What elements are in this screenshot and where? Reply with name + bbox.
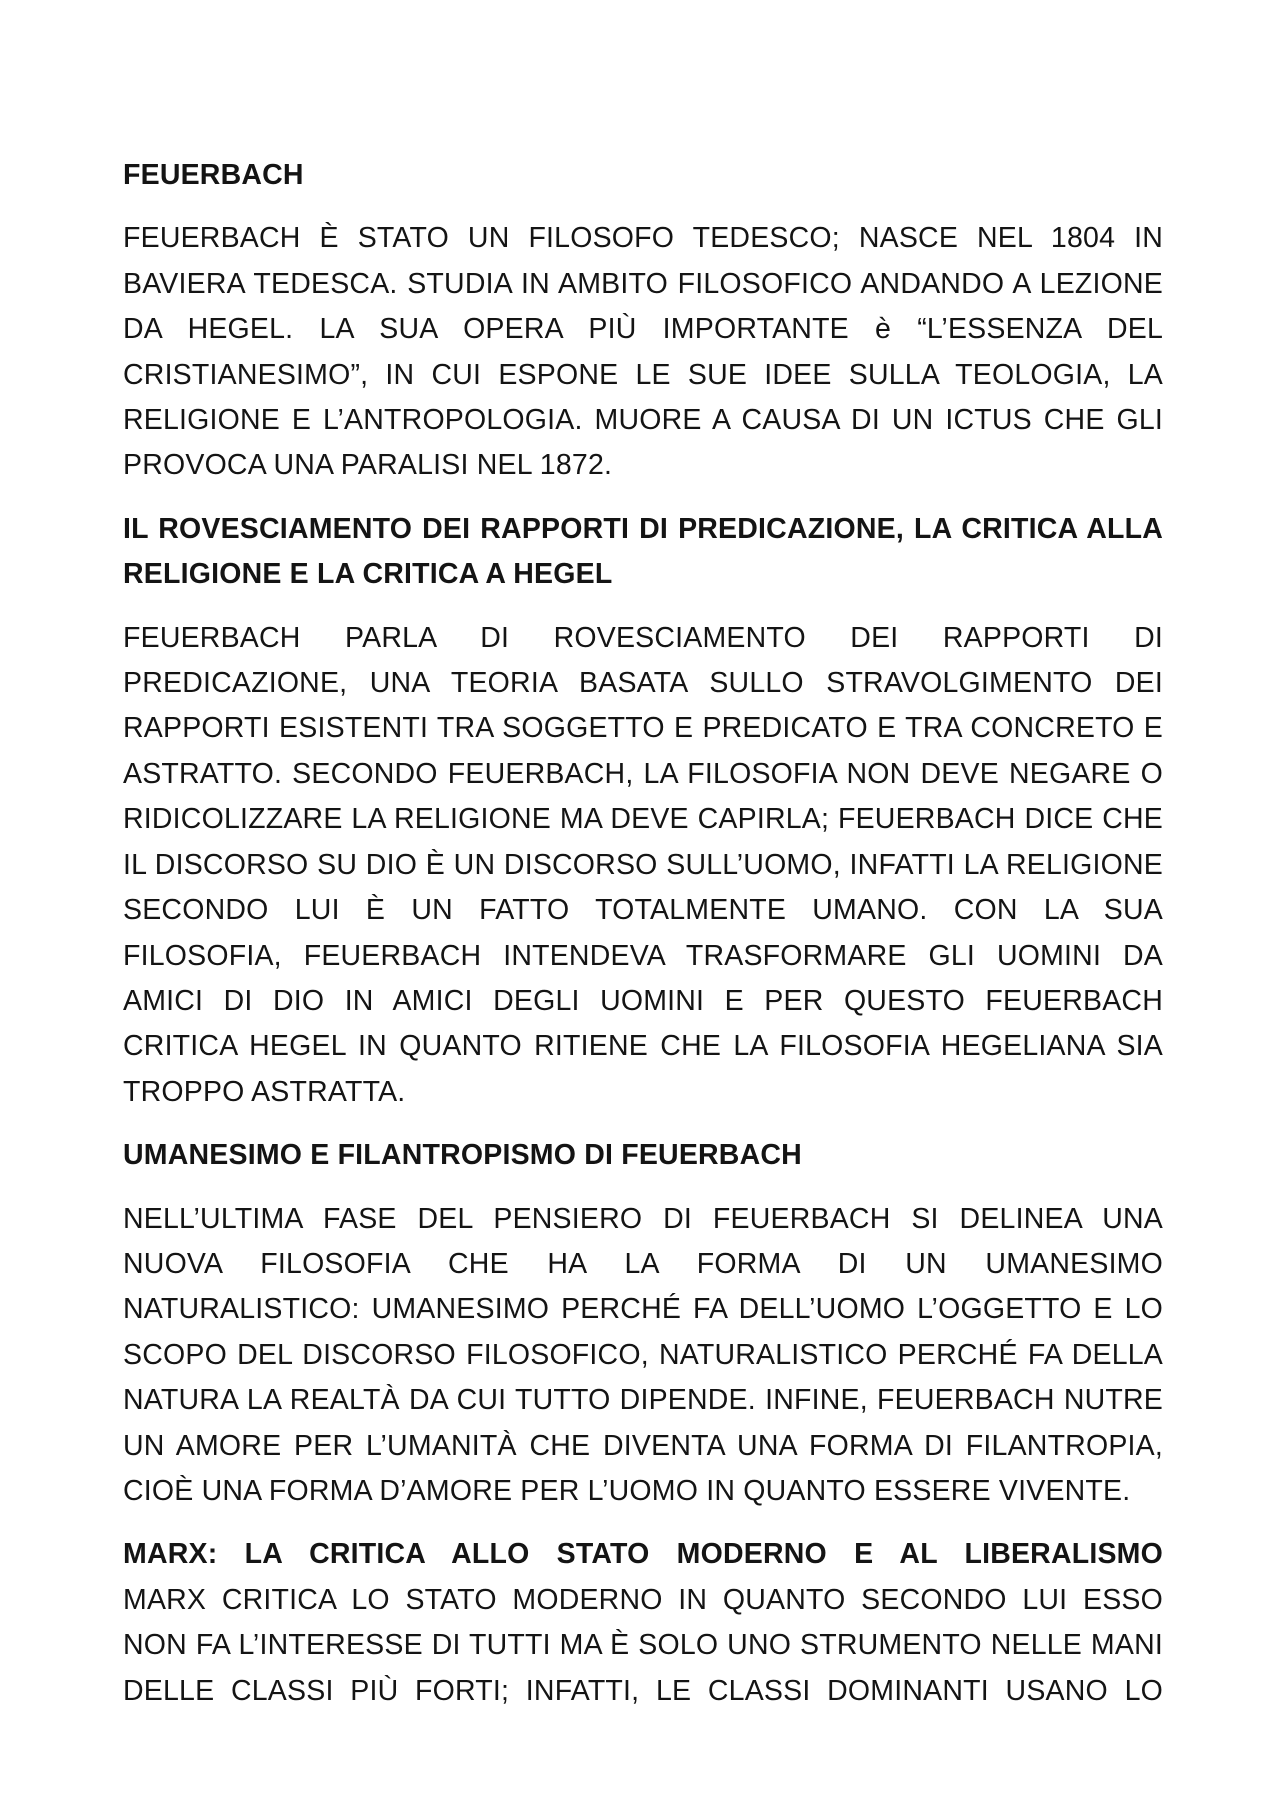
section-heading-marx: MARX: LA CRITICA ALLO STATO MODERNO E AL LIBERALISMO	[123, 1538, 1163, 1571]
section-body-rovesciamento: FEUERBACH PARLA DI ROVESCIAMENTO DEI RAPPORTI DI PREDICAZIONE, UNA TEORIA BASATA SULLO STRAVOLGIMENTO DEI RAPPORTI ESISTENTI TRA SOGGETTO E PREDICATO E TRA CONCRETO E ASTRATTO. SECONDO FEUERBACH, LA FILOSOFIA NON DEVE NEGARE O RIDICOLIZZARE LA RELIGIONE MA DEVE CAPIRLA; FEUERBACH DICE CHE IL DISCORSO SU DIO È UN DISCORSO SULL’UOMO, INFATTI LA RELIGIONE SECONDO LUI È UN FATTO TOTALMENTE UMANO. CON LA SUA FILOSOFIA, FEUERBACH INTENDEVA TRASFORMARE GLI UOMINI DA AMICI DI DIO IN AMICI DEGLI UOMINI E PER QUESTO FEUERBACH CRITICA HEGEL IN QUANTO RITIENE CHE LA FILOSOFIA HEGELIANA SIA TROPPO ASTRATTA.	[123, 621, 1163, 1108]
section-heading-umanesimo: UMANESIMO E FILANTROPISMO DI FEUERBACH	[123, 1139, 802, 1172]
section-heading-rovesciamento: IL ROVESCIAMENTO DEI RAPPORTI DI PREDICAZIONE, LA CRITICA ALLA RELIGIONE E LA CRITICA A HEGEL	[123, 512, 1163, 591]
section-body-marx: MARX CRITICA LO STATO MODERNO IN QUANTO SECONDO LUI ESSO NON FA L’INTERESSE DI TUTTI MA È SOLO UNO STRUMENTO NELLE MANI DELLE CLASSI PIÙ FORTI; INFATTI, LE CLASSI DOMINANTI USANO LO	[123, 1583, 1163, 1707]
document-page	[123, 153, 1163, 1714]
section-body-feuerbach: FEUERBACH È STATO UN FILOSOFO TEDESCO; NASCE NEL 1804 IN BAVIERA TEDESCA. STUDIA IN AMBITO FILOSOFICO ANDANDO A LEZIONE DA HEGEL. LA SUA OPERA PIÙ IMPORTANTE è “L’ESSENZA DEL CRISTIANESIMO”, IN CUI ESPONE LE SUE IDEE SULLA TEOLOGIA, LA RELIGIONE E L’ANTROPOLOGIA. MUORE A CAUSA DI UN ICTUS CHE GLI PROVOCA UNA PARALISI NEL 1872.	[123, 222, 1163, 482]
section-body-umanesimo: NELL’ULTIMA FASE DEL PENSIERO DI FEUERBACH SI DELINEA UNA NUOVA FILOSOFIA CHE HA LA FORMA DI UN UMANESIMO NATURALISTICO: UMANESIMO PERCHÉ FA DELL’UOMO L’OGGETTO E LO SCOPO DEL DISCORSO FILOSOFICO, NATURALISTICO PERCHÉ FA DELLA NATURA LA REALTÀ DA CUI TUTTO DIPENDE. INFINE, FEUERBACH NUTRE UN AMORE PER L’UMANITÀ CHE DIVENTA UNA FORMA DI FILANTROPIA, CIOÈ UNA FORMA D’AMORE PER L’UOMO IN QUANTO ESSERE VIVENTE.	[123, 1202, 1163, 1507]
section-heading-feuerbach: FEUERBACH	[123, 159, 304, 191]
